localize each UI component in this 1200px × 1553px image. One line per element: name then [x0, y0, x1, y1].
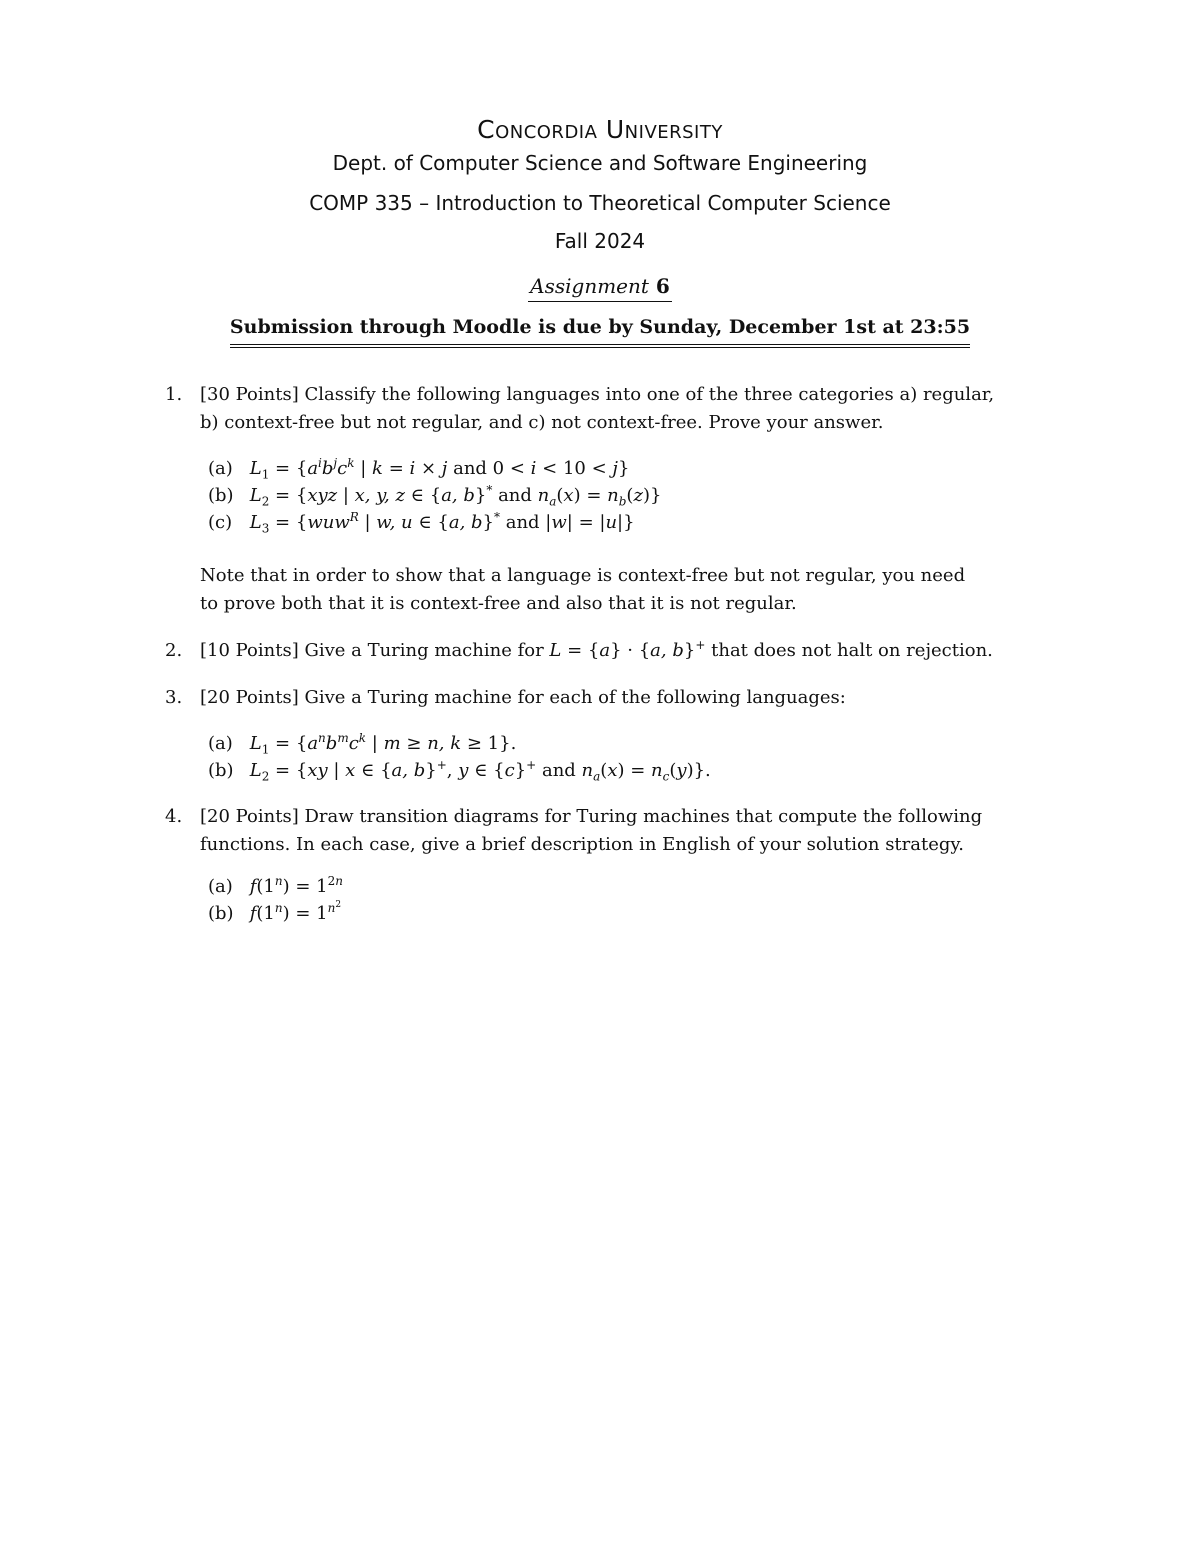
question-text-line-2: functions. In each case, give a brief description in English of your solution strategy.	[200, 834, 964, 855]
part-label: (c)	[208, 512, 233, 533]
question-text-before: Give a Turing machine for	[304, 640, 544, 661]
question-2	[165, 637, 1065, 665]
question-text	[200, 381, 1065, 437]
math-expression: $L_1 = \{a^nb^mc^k$ | m ≥ n, k ≥ 1}.	[249, 731, 517, 757]
deadline-row	[0, 313, 1200, 348]
submission-deadline: Submission through Moodle is due by Sunday, December 1st at 23:55	[230, 313, 970, 348]
math-expression: $L_3 = \{wuw^R$ | w, u ∈ {a, b}* and |w| = |u|}	[249, 510, 635, 536]
question-points: [20 Points]	[200, 806, 299, 827]
question-part-b	[208, 900, 1065, 927]
question-number: 1.	[165, 384, 183, 405]
question-text-line-2: b) context-free but not regular, and c) not context-free. Prove your answer.	[200, 412, 884, 433]
part-label: (b)	[208, 485, 234, 506]
question-text	[200, 684, 1065, 712]
part-label: (a)	[208, 733, 233, 754]
question-1	[165, 381, 1065, 618]
question-number: 2.	[165, 640, 183, 661]
question-part-c	[208, 509, 1065, 536]
questions-list	[165, 381, 1065, 927]
assignment-number: 6	[655, 274, 670, 298]
question-text-line-1: Give a Turing machine for each of the following languages:	[304, 687, 846, 708]
math-expression: $f(1^n) = 1^{n^2}$	[249, 900, 342, 924]
department-name: Dept. of Computer Science and Software Engineering	[332, 151, 868, 175]
course-title: COMP 335 – Introduction to Theoretical Computer Science	[309, 191, 891, 215]
question-number: 4.	[165, 806, 183, 827]
question-points: [20 Points]	[200, 687, 299, 708]
question-part-b	[208, 482, 1065, 509]
question-part-a	[208, 730, 1065, 757]
question-part-b	[208, 757, 1065, 784]
question-4	[165, 803, 1065, 927]
question-points: [10 Points]	[200, 640, 299, 661]
question-note	[200, 562, 1065, 618]
assignment-title-row	[0, 272, 1200, 302]
note-line-1: Note that in order to show that a language is context-free but not regular, you need	[200, 565, 966, 586]
note-line-2: to prove both that it is context-free and also that it is not regular.	[200, 593, 797, 614]
university-name: Concordia University	[477, 115, 723, 144]
document-header	[0, 112, 1200, 256]
question-text-line-1: Classify the following languages into one of the three categories a) regular,	[304, 384, 995, 405]
question-text-line-1: Draw transition diagrams for Turing machines that compute the following	[304, 806, 983, 827]
math-expression: $L_2 = \{xy$ | x ∈ {a, b}+, y ∈ {c}+ and $n_a(x) = n_c(y)$}.	[249, 758, 711, 784]
math-expression: L = {a} · {a, b}+	[549, 638, 706, 661]
assignment-prefix: Assignment	[530, 274, 649, 298]
question-text-after: that does not halt on rejection.	[711, 640, 993, 661]
question-text	[200, 803, 1065, 859]
question-3	[165, 684, 1065, 784]
term: Fall 2024	[554, 229, 646, 253]
part-label: (a)	[208, 458, 233, 479]
question-points: [30 Points]	[200, 384, 299, 405]
question-part-a	[208, 455, 1065, 482]
math-expression: $L_1 = \{a^ib^jc^k$ | k = i × j and 0 < i < 10 < j}	[249, 456, 630, 482]
part-label: (b)	[208, 760, 234, 781]
question-part-a	[208, 873, 1065, 900]
part-label: (b)	[208, 903, 234, 924]
assignment-title	[528, 272, 672, 302]
part-label: (a)	[208, 876, 233, 897]
math-expression: $f(1^n) = 1^{2n}$	[249, 874, 343, 897]
question-text	[200, 637, 1065, 665]
question-number: 3.	[165, 687, 183, 708]
math-expression: $L_2 = \{xyz$ | x, y, z ∈ {a, b}* and $n_a(x) = n_b(z)$}	[249, 483, 662, 509]
